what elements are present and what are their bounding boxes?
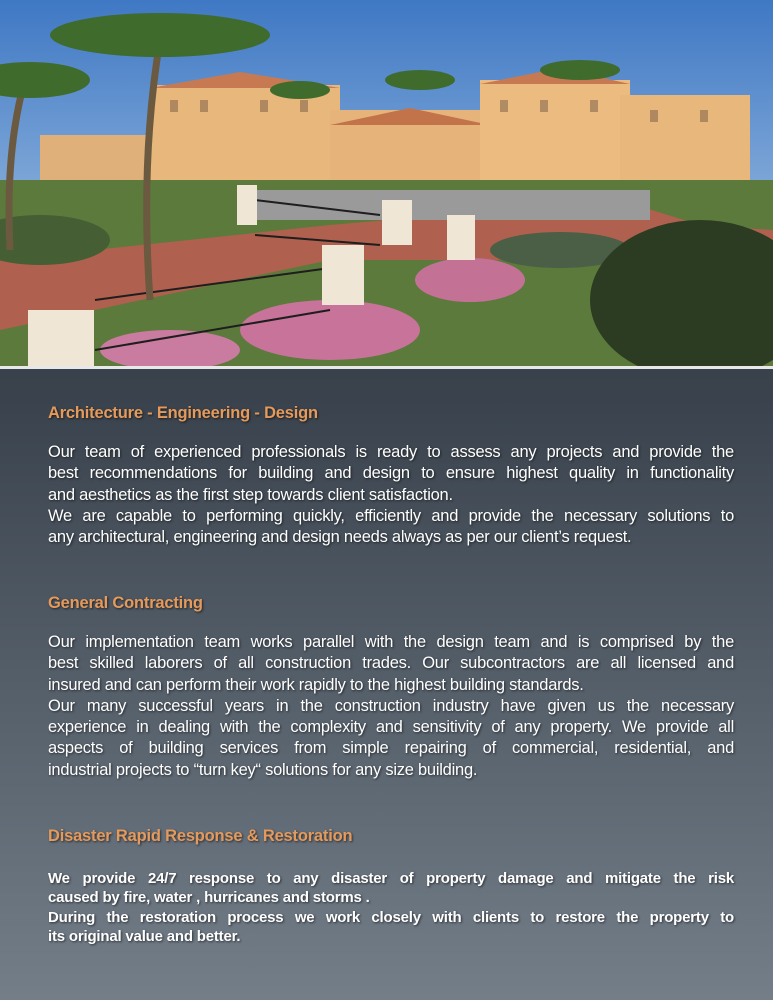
- section-heading: General Contracting: [48, 594, 203, 612]
- body-line: We provide 24/7 response to any disaster of property damage and mitigate the risk: [48, 870, 734, 887]
- section-heading: Disaster Rapid Response & Restoration: [48, 827, 353, 845]
- section-disaster-response: [48, 827, 734, 946]
- body-line: During the restoration process we work closely with clients to restore the property to: [48, 908, 734, 926]
- body-line: aspects of building services from simple repairing of commercial, residential, and: [48, 739, 734, 758]
- body-line: insured and can perform their work rapidly to the highest building standards.: [48, 675, 584, 694]
- section-general-contracting: [48, 594, 734, 781]
- body-line: Our implementation team works parallel with the design team and is comprised by the: [48, 633, 734, 651]
- body-line: Our team of experienced professionals is ready to assess any projects and provide the: [48, 443, 734, 461]
- body-line: industrial projects to “turn key“ solutions for any size building.: [48, 760, 478, 779]
- hero-image-gated-community: [0, 0, 773, 366]
- image-divider: [0, 366, 773, 369]
- body-line: caused by fire, water , hurricanes and storms .: [48, 889, 370, 907]
- body-line: best recommendations for building and design to ensure highest quality in functionality: [48, 464, 734, 483]
- section-architecture: [48, 404, 734, 548]
- body-line: its original value and better.: [48, 927, 241, 945]
- body-line: any architectural, engineering and design needs always as per our client’s request.: [48, 528, 632, 547]
- body-line: experience in dealing with the complexity and sensitivity of any property. We provide all: [48, 718, 734, 737]
- body-line: Our many successful years in the construction industry have given us the necessary: [48, 696, 734, 715]
- body-line: We are capable to performing quickly, efficiently and provide the necessary solutions to: [48, 506, 734, 525]
- body-line: and aesthetics as the first step towards client satisfaction.: [48, 485, 453, 504]
- body-line: best skilled laborers of all construction trades. Our subcontractors are all licensed and: [48, 654, 734, 673]
- section-heading: Architecture - Engineering - Design: [48, 404, 318, 422]
